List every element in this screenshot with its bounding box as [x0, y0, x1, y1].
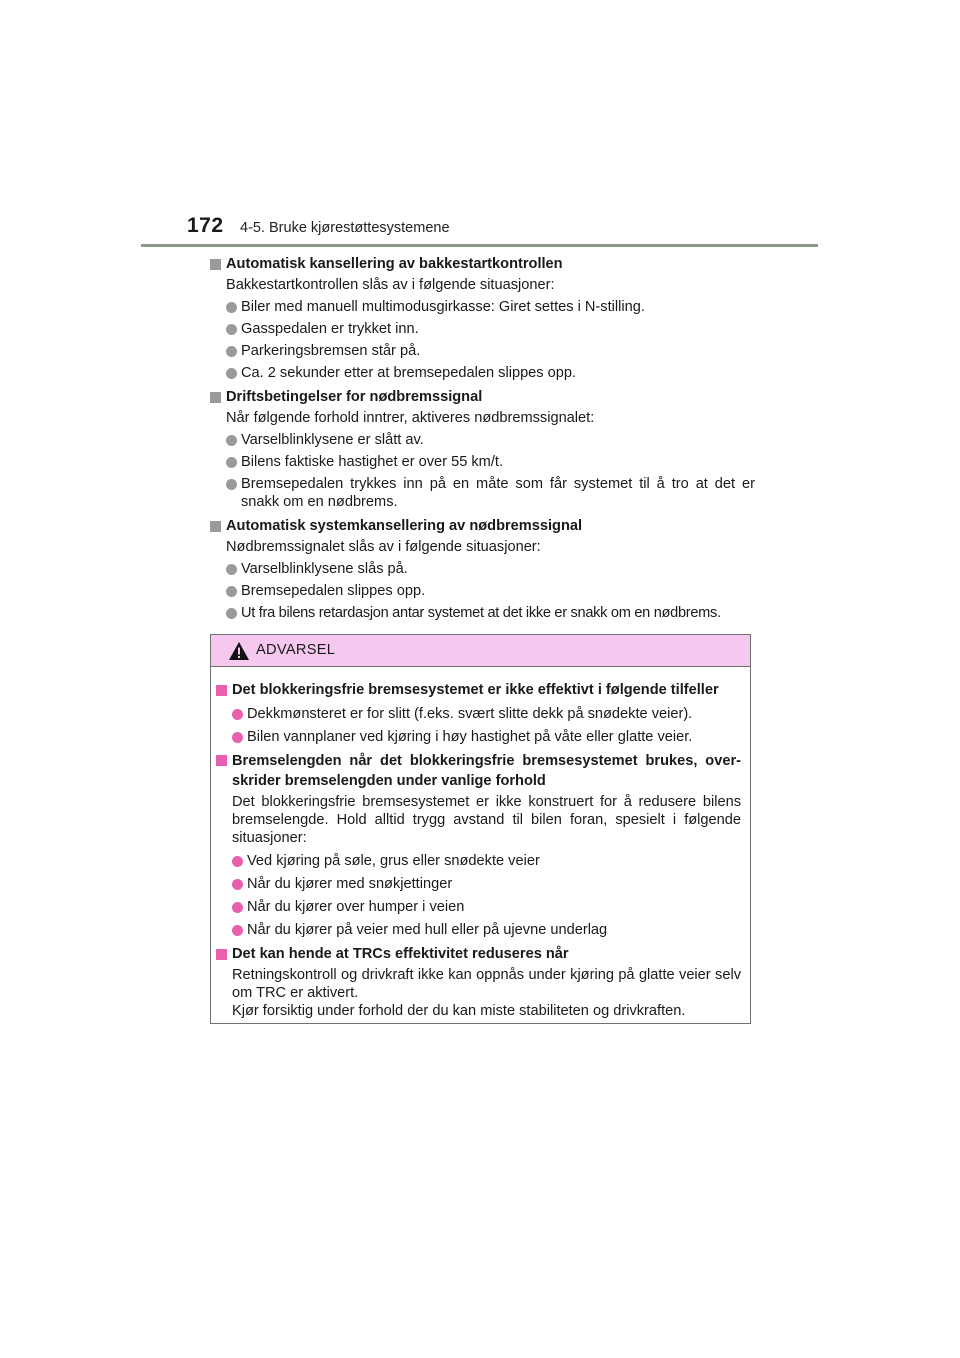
warning-body [211, 667, 750, 1020]
list-item: Når du kjører på veier med hull eller på ujevne underlag [216, 921, 741, 939]
list-item: Bilens faktiske hastighet er over 55 km/t. [210, 453, 755, 471]
round-bullet-icon [226, 435, 237, 446]
round-bullet-icon [232, 709, 243, 720]
chapter-title: 4-5. Bruke kjørestøttesystemene [240, 220, 450, 236]
round-bullet-icon [232, 902, 243, 913]
square-bullet-icon [210, 259, 221, 270]
section-intro: Når følgende forhold inntrer, aktiveres nødbremssignalet: [226, 410, 595, 426]
page-number: 172 [187, 214, 224, 237]
warning-section-heading: Det blokkeringsfrie bremsesystemet er ikke effektivt i følgende tilfeller [216, 680, 741, 700]
list-item: Bilen vannplaner ved kjøring i høy hastighet på våte eller glatte veier. [216, 728, 741, 746]
list-item: Når du kjører med snøkjettinger [216, 875, 741, 893]
warning-section-heading: Det kan hende at TRCs effektivitet reduseres når [216, 944, 741, 964]
warning-box [210, 634, 751, 1024]
section-heading: Automatisk systemkansellering av nødbremssignal [210, 516, 755, 536]
list-item: Ca. 2 sekunder etter at bremsepedalen slippes opp. [210, 364, 755, 382]
warning-triangle-icon [228, 641, 250, 661]
warning-section-intro: Det blokkeringsfrie bremsesystemet er ikke konstruert for å redusere bilens bremselengde. Hold alltid trygg avstand til bilen foran, spesielt i følgende situasjoner: [232, 794, 741, 846]
warning-title: ADVARSEL [256, 642, 336, 658]
main-content [210, 252, 755, 622]
round-bullet-icon [232, 879, 243, 890]
list-item: Varselblinklysene slås på. [210, 560, 755, 578]
square-bullet-icon [216, 685, 227, 696]
round-bullet-icon [226, 479, 237, 490]
round-bullet-icon [226, 302, 237, 313]
square-bullet-icon [210, 392, 221, 403]
warning-section-heading: Bremselengden når det blokkeringsfrie bremsesystemet brukes, over-skrider bremselengden under vanlige forhold [216, 751, 741, 791]
list-item: Varselblinklysene er slått av. [210, 431, 755, 449]
section-intro: Nødbremssignalet slås av i følgende situasjoner: [226, 539, 541, 555]
round-bullet-icon [226, 346, 237, 357]
list-item: Parkeringsbremsen står på. [210, 342, 755, 360]
list-item: Bremsepedalen slippes opp. [210, 582, 755, 600]
square-bullet-icon [210, 521, 221, 532]
round-bullet-icon [226, 457, 237, 468]
list-item: Biler med manuell multimodusgirkasse: Giret settes i N-stilling. [210, 298, 755, 316]
square-bullet-icon [216, 755, 227, 766]
header-divider [141, 244, 818, 247]
round-bullet-icon [226, 608, 237, 619]
section-heading: Driftsbetingelser for nødbremssignal [210, 387, 755, 407]
round-bullet-icon [226, 586, 237, 597]
round-bullet-icon [226, 368, 237, 379]
round-bullet-icon [226, 324, 237, 335]
round-bullet-icon [232, 925, 243, 936]
round-bullet-icon [232, 856, 243, 867]
warning-section-note: Kjør forsiktig under forhold der du kan miste stabiliteten og drivkraften. [232, 1003, 686, 1019]
list-item: Gasspedalen er trykket inn. [210, 320, 755, 338]
page-header [187, 214, 827, 242]
round-bullet-icon [226, 564, 237, 575]
warning-header [211, 635, 750, 667]
section-heading: Automatisk kansellering av bakkestartkontrollen [210, 254, 755, 274]
warning-section-intro: Retningskontroll og drivkraft ikke kan oppnås under kjøring på glatte veier selv om TRC er aktivert. [232, 967, 741, 1001]
list-item: Ved kjøring på søle, grus eller snødekte veier [216, 852, 741, 870]
list-item: Når du kjører over humper i veien [216, 898, 741, 916]
list-item: Ut fra bilens retardasjon antar systemet at det ikke er snakk om en nødbrems. [210, 604, 755, 622]
list-item: Dekkmønsteret er for slitt (f.eks. svært slitte dekk på snødekte veier). [216, 705, 741, 723]
round-bullet-icon [232, 732, 243, 743]
list-item: Bremsepedalen trykkes inn på en måte som får systemet til å tro at det er snakk om en nødbrems. [210, 475, 755, 511]
square-bullet-icon [216, 949, 227, 960]
section-intro: Bakkestartkontrollen slås av i følgende situasjoner: [226, 277, 555, 293]
